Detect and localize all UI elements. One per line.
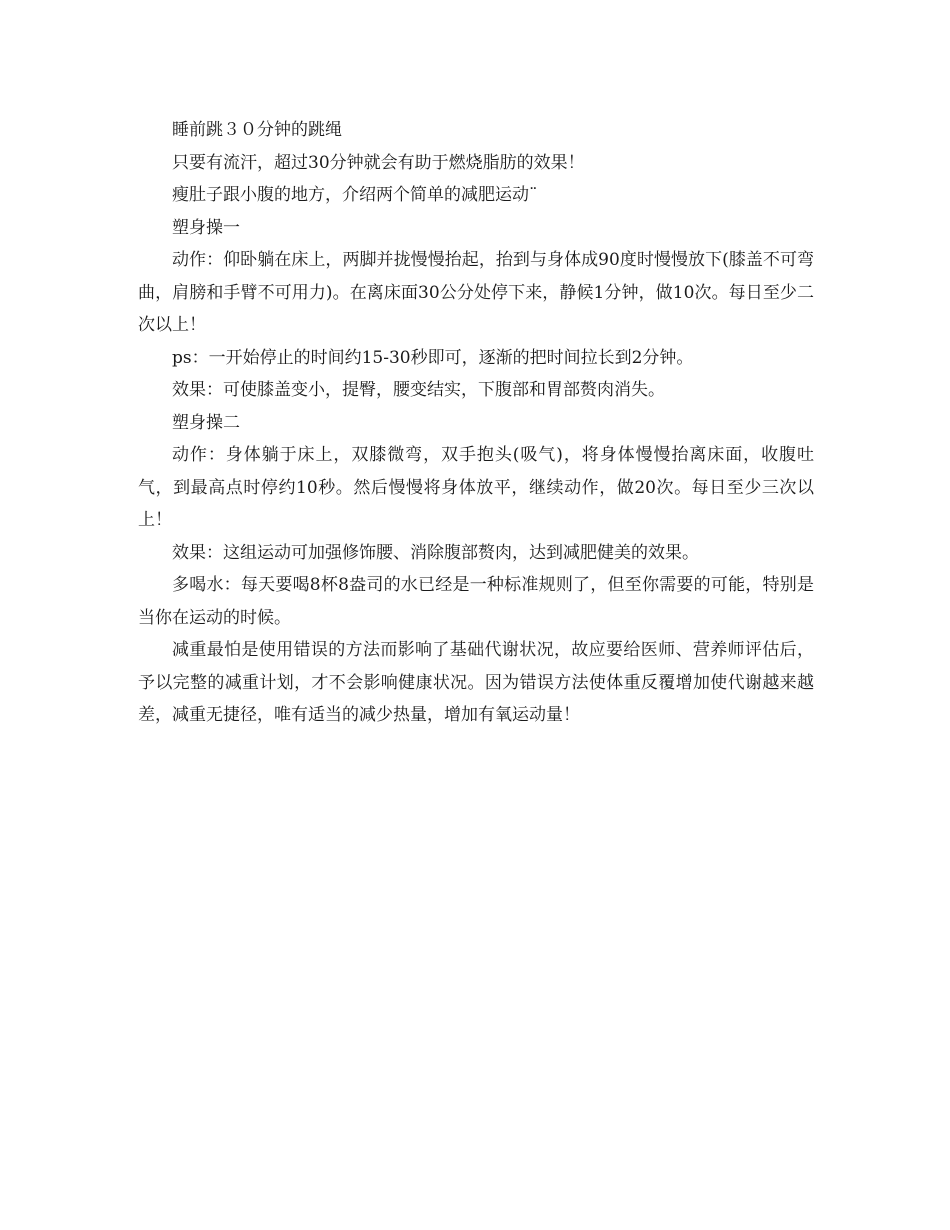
paragraph-exercise-one-effect: 效果：可使膝盖变小，提臀，腰变结实，下腹部和胃部赘肉消失。 — [172, 380, 665, 400]
paragraph-exercise-one-ps: ps：一开始停止的时间约15-30秒即可，逐渐的把时间拉长到2分钟。 — [172, 347, 694, 368]
paragraph-exercise-two-effect: 效果：这组运动可加强修饰腰、消除腹部赘肉，达到减肥健美的效果。 — [172, 542, 699, 563]
paragraph-intro: 瘦肚子跟小腹的地方，介绍两个简单的减肥运动¨ — [172, 185, 538, 205]
paragraph-drink-water: 多喝水：每天要喝8杯8盎司的水已经是一种标准规则了，但至你需要的可能，特别是当你在运动的时候。 — [138, 575, 814, 628]
paragraph-exercise-one-heading: 塑身操一 — [172, 217, 240, 238]
document-body — [138, 114, 814, 732]
paragraph-jump-rope-heading: 睡前跳３０分钟的跳绳 — [172, 120, 342, 140]
paragraph-exercise-two-heading: 塑身操二 — [172, 412, 240, 433]
paragraph-sweat-tip: 只要有流汗，超过30分钟就会有助于燃烧脂肪的效果！ — [172, 152, 585, 173]
paragraph-exercise-two-action: 动作：身体躺于床上，双膝微弯，双手抱头(吸气)，将身体慢慢抬离床面，收腹吐气，到最高点时停约10秒。然后慢慢将身体放平，继续动作，做20次。每日至少三次以上！ — [138, 445, 814, 530]
paragraph-exercise-one-action: 动作：仰卧躺在床上，两脚并拢慢慢抬起，抬到与身体成90度时慢慢放下(膝盖不可弯曲，肩膀和手臂不可用力)。在离床面30公分处停下来，静候1分钟，做10次。每日至少二次以上！ — [138, 250, 814, 335]
paragraph-conclusion: 减重最怕是使用错误的方法而影响了基础代谢状况，故应要给医师、营养师评估后，予以完整的减重计划，才不会影响健康状况。因为错误方法使体重反覆增加使代谢越来越差，减重无捷径，唯有适当的减少热量，增加有氧运动量！ — [138, 640, 814, 725]
